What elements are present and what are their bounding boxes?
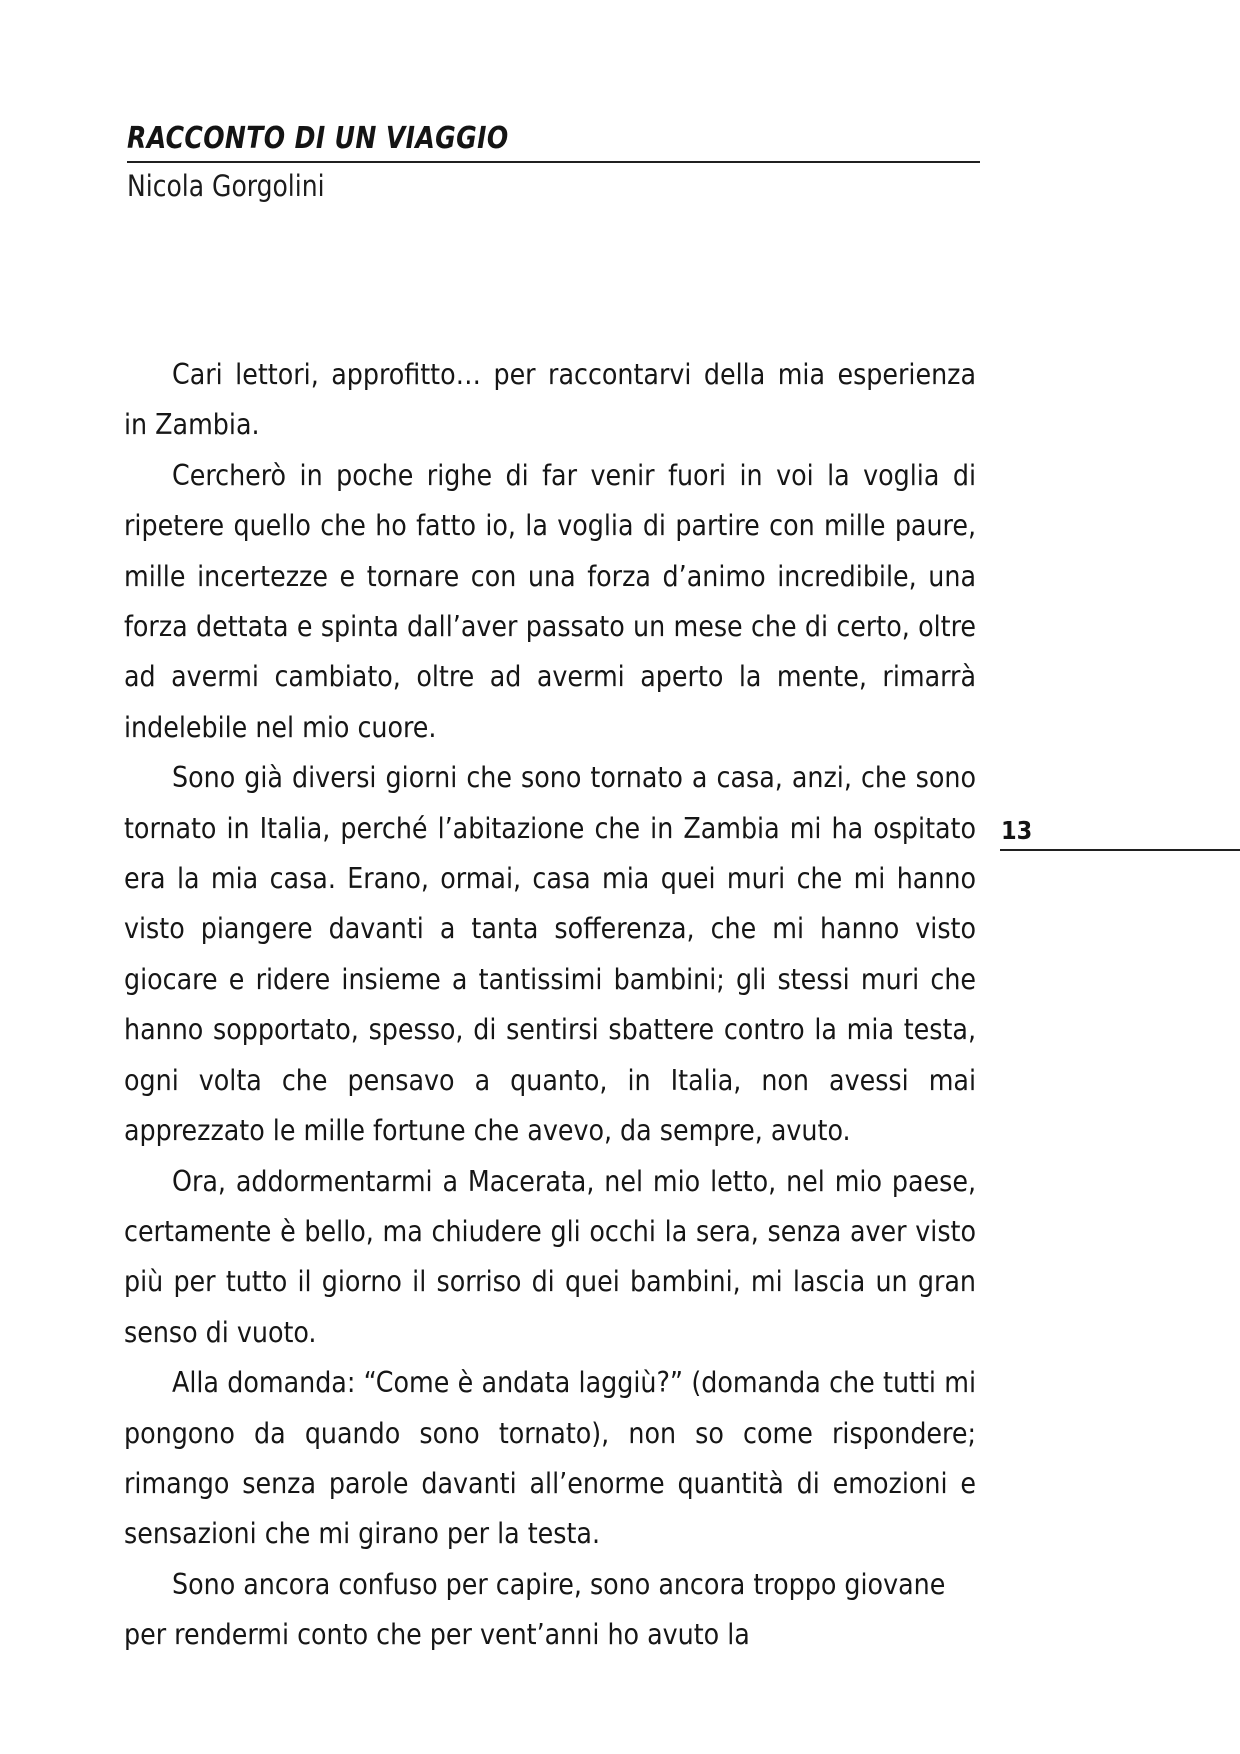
article-body [124, 350, 976, 1661]
body-paragraph: Sono ancora confuso per capire, sono ancora troppo giovane per rendermi conto che per vent’anni ho avuto la [124, 1567, 946, 1652]
page-number: 13 [1001, 816, 1033, 845]
body-paragraph: Cercherò in poche righe di far venir fuori in voi la voglia di ripetere quello che ho fatto io, la voglia di partire con mille paure, mille incertezze e tornare con una forza d’animo incredibile, una forza dettata e spinta dall’aver passato un mese che di certo, oltre ad avermi cambiato, oltre ad avermi aperto la mente, rimarrà indelebile nel mio cuore. [124, 458, 976, 744]
body-paragraph: Cari lettori, approfitto… per raccontarvi della mia esperienza in Zambia. [124, 358, 976, 442]
folio-divider [1000, 849, 1240, 851]
body-paragraph: Sono già diversi giorni che sono tornato a casa, anzi, che sono tornato in Italia, perché l’abitazione che in Zambia mi ha ospitato era la mia casa. Erano, ormai, casa mia quei muri che mi hanno visto piangere davanti a tanta sofferenza, che mi hanno visto giocare e ridere insieme a tantissimi bambini; gli stessi muri che hanno sopportato, spesso, di sentirsi sbattere contro la mia testa, ogni volta che pensavo a quanto, in Italia, non avessi mai apprezzato le mille fortune che avevo, da sempre, avuto. [124, 761, 976, 1148]
title-divider [127, 161, 980, 163]
page-folio [1000, 818, 1240, 851]
body-paragraph: Ora, addormentarmi a Macerata, nel mio letto, nel mio paese, certamente è bello, ma chiudere gli occhi la sera, senza aver visto più per tutto il giorno il sorriso di quei bambini, mi lascia un gran senso di vuoto. [124, 1164, 976, 1349]
body-paragraph: Alla domanda: “Come è andata laggiù?” (domanda che tutti mi pongono da quando sono tornato), non so come rispondere; rimango senza parole davanti all’enorme quantità di emozioni e sensazioni che mi girano per la testa. [124, 1366, 976, 1551]
page-title: RACCONTO DI UN VIAGGIO [127, 121, 509, 156]
article-header [127, 122, 980, 203]
article-author: Nicola Gorgolini [127, 168, 325, 203]
